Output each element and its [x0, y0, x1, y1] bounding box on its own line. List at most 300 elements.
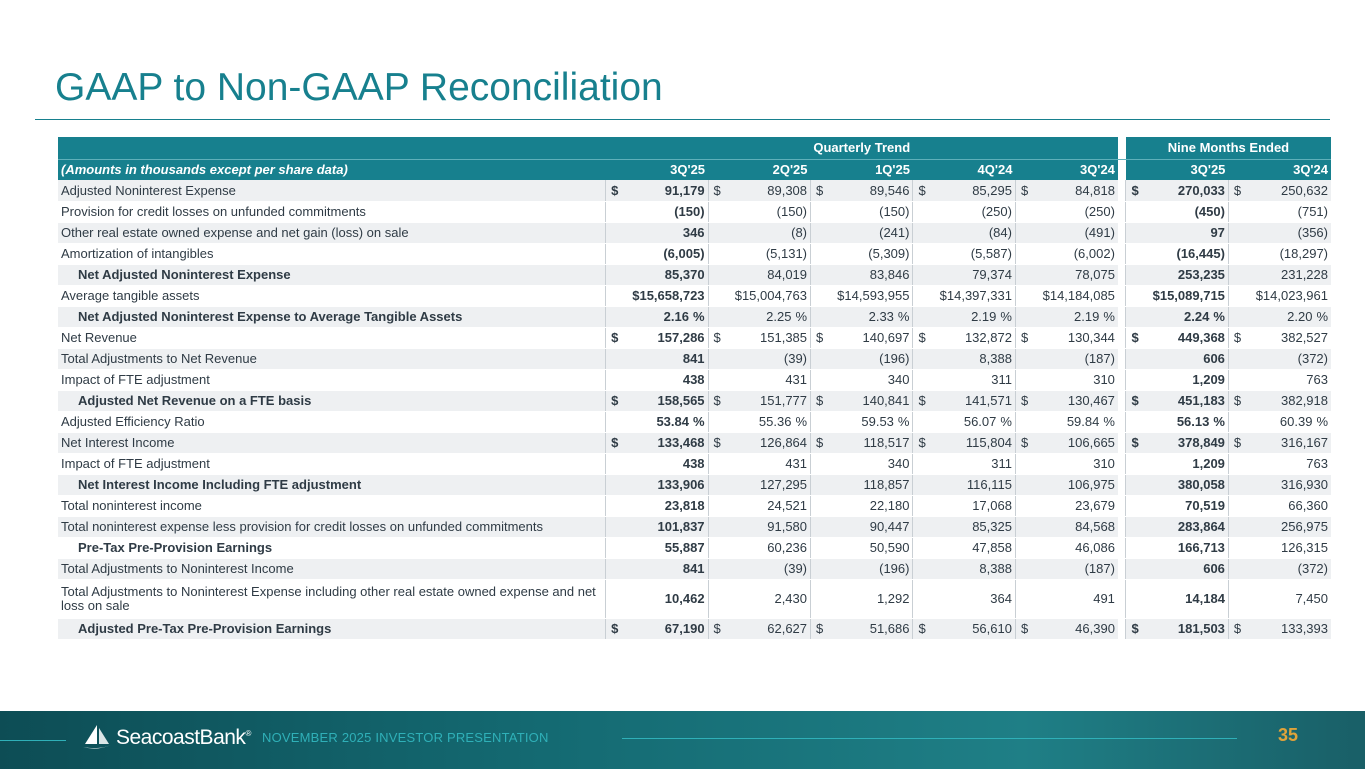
cell-value — [1015, 285, 1117, 306]
cell-value — [1126, 285, 1228, 306]
value-text: (751) — [1297, 204, 1328, 219]
cell-value — [1228, 390, 1331, 411]
value-text: 15,004,763 — [741, 288, 808, 303]
value-text: (196) — [879, 351, 910, 366]
currency-symbol: $ — [611, 435, 619, 450]
row-label: Adjusted Pre-Tax Pre-Provision Earnings — [58, 618, 606, 639]
value-text: (84) — [988, 225, 1012, 240]
page-title: GAAP to Non-GAAP Reconciliation — [55, 66, 663, 109]
cell-value — [708, 390, 810, 411]
currency-symbol: $ — [939, 288, 947, 303]
value-text: 23,818 — [664, 498, 705, 513]
cell-value — [913, 618, 1015, 639]
currency-symbol: $ — [1233, 330, 1242, 345]
cell-value — [606, 285, 708, 306]
currency-symbol: $ — [816, 330, 824, 345]
table-row — [58, 348, 1331, 369]
value-text: (5,309) — [868, 246, 910, 261]
value-text: 763 — [1306, 372, 1328, 387]
cell-value — [708, 474, 810, 495]
value-text: 130,344 — [1067, 330, 1115, 345]
value-text: (450) — [1194, 204, 1225, 219]
currency-symbol: $ — [1020, 393, 1029, 408]
cell-value — [1126, 495, 1228, 516]
value-text: (16,445) — [1176, 246, 1225, 261]
cell-value — [1015, 411, 1117, 432]
cell-value — [811, 618, 913, 639]
value-text: 115,804 — [965, 435, 1012, 450]
value-text: 382,918 — [1281, 393, 1328, 408]
cell-value — [606, 579, 708, 618]
value-text: (187) — [1084, 561, 1115, 576]
cell-value — [913, 558, 1015, 579]
table-row — [58, 285, 1331, 306]
value-text: 17,068 — [972, 498, 1012, 513]
amounts-note-header: (Amounts in thousands except per share data) — [58, 159, 606, 180]
value-text: 46,390 — [1075, 621, 1115, 636]
value-text: 140,841 — [862, 393, 910, 408]
cell-value — [1126, 369, 1228, 390]
value-text: (6,002) — [1073, 246, 1115, 261]
cell-value — [913, 264, 1015, 285]
cell-value — [1126, 537, 1228, 558]
value-text: 126,315 — [1281, 540, 1328, 555]
column-header: 4Q'24 — [913, 159, 1015, 180]
column-header: 3Q'24 — [1228, 159, 1331, 180]
cell-value — [708, 579, 810, 618]
value-text: 130,467 — [1067, 393, 1115, 408]
cell-value — [811, 264, 913, 285]
cell-value — [606, 327, 708, 348]
cell-value — [811, 201, 913, 222]
cell-value — [1126, 411, 1228, 432]
value-text: 316,167 — [1281, 435, 1328, 450]
cell-value — [811, 411, 913, 432]
cell-value — [1126, 348, 1228, 369]
cell-value — [708, 222, 810, 243]
cell-value — [606, 411, 708, 432]
value-text: 56.13 — [1176, 414, 1210, 429]
cell-value — [913, 432, 1015, 453]
cell-value — [606, 432, 708, 453]
row-label: Impact of FTE adjustment — [58, 453, 606, 474]
cell-value — [1126, 306, 1228, 327]
value-text: 106,975 — [1067, 477, 1115, 492]
value-text: 310 — [1093, 456, 1115, 471]
cell-value — [1015, 243, 1117, 264]
cell-value — [913, 327, 1015, 348]
cell-value — [811, 285, 913, 306]
value-text: 2.33 — [868, 309, 894, 324]
row-label: Adjusted Noninterest Expense — [58, 180, 606, 201]
cell-value — [1228, 243, 1331, 264]
value-text: (5,587) — [970, 246, 1012, 261]
table-row — [58, 180, 1331, 201]
value-text: 23,679 — [1075, 498, 1115, 513]
cell-value — [708, 327, 810, 348]
cell-value — [606, 558, 708, 579]
value-text: 250,632 — [1281, 182, 1328, 198]
value-text: 84,019 — [767, 267, 808, 282]
value-text: 51,686 — [869, 621, 910, 636]
table-row — [58, 516, 1331, 537]
currency-symbol: $ — [1020, 330, 1029, 345]
value-text: 60,236 — [767, 540, 808, 555]
currency-symbol: $ — [816, 182, 824, 198]
value-text: (18,297) — [1279, 246, 1328, 261]
currency-symbol: $ — [611, 182, 619, 198]
cell-value — [1126, 222, 1228, 243]
table-row — [58, 264, 1331, 285]
cell-value — [1228, 348, 1331, 369]
cell-value — [1126, 579, 1228, 618]
cell-value — [1228, 180, 1331, 201]
presentation-caption: NOVEMBER 2025 INVESTOR PRESENTATION — [262, 730, 549, 745]
value-text: 231,228 — [1281, 267, 1328, 282]
value-text: 606 — [1203, 561, 1225, 576]
currency-symbol: $ — [816, 393, 824, 408]
cell-value — [1228, 432, 1331, 453]
table-row — [58, 558, 1331, 579]
currency-symbol: $ — [918, 182, 926, 198]
seacoast-logo — [82, 723, 251, 753]
value-text: 256,975 — [1281, 519, 1328, 534]
cell-value — [708, 264, 810, 285]
value-text: 24,521 — [767, 498, 808, 513]
cell-value — [1015, 453, 1117, 474]
cell-value — [708, 348, 810, 369]
cell-value — [606, 264, 708, 285]
cell-value — [708, 180, 810, 201]
value-text: 2.19 — [1074, 309, 1100, 324]
value-text: 78,075 — [1075, 267, 1115, 282]
cell-value — [1126, 558, 1228, 579]
value-text: 14,397,331 — [946, 288, 1012, 303]
cell-value — [606, 453, 708, 474]
row-label: Net Interest Income Including FTE adjustment — [58, 474, 606, 495]
row-label: Total Adjustments to Noninterest Expense including other real estate owned expense and net loss on sale — [58, 579, 606, 618]
value-text: 106,665 — [1067, 435, 1115, 450]
row-label: Net Adjusted Noninterest Expense — [58, 264, 606, 285]
value-text: (250) — [981, 204, 1012, 219]
row-label: Total noninterest expense less provision for credit losses on unfunded commitments — [58, 516, 606, 537]
cell-value — [913, 369, 1015, 390]
value-text: 157,286 — [657, 330, 705, 345]
value-text: (250) — [1084, 204, 1115, 219]
cell-value — [1228, 453, 1331, 474]
cell-value — [708, 411, 810, 432]
value-text: (5,131) — [765, 246, 808, 261]
cell-value — [708, 432, 810, 453]
column-header: 3Q'25 — [606, 159, 708, 180]
value-text: 133,468 — [657, 435, 705, 450]
row-label: Adjusted Efficiency Ratio — [58, 411, 606, 432]
value-text: 449,368 — [1177, 330, 1225, 345]
cell-value — [606, 243, 708, 264]
cell-value — [913, 579, 1015, 618]
value-text: 14,184 — [1185, 590, 1225, 606]
cell-value — [1015, 495, 1117, 516]
cell-value — [1015, 264, 1117, 285]
value-text: 431 — [785, 456, 808, 471]
cell-value — [1015, 537, 1117, 558]
value-text: 270,033 — [1177, 182, 1225, 198]
currency-symbol: $ — [1233, 393, 1242, 408]
value-text: 253,235 — [1177, 267, 1225, 282]
row-label: Net Revenue — [58, 327, 606, 348]
value-text: (150) — [776, 204, 808, 219]
value-text: 14,184,085 — [1049, 288, 1115, 303]
currency-symbol: $ — [611, 393, 619, 408]
currency-symbol: $ — [632, 288, 640, 303]
table-row — [58, 411, 1331, 432]
value-text: (356) — [1297, 225, 1328, 240]
value-text: 118,517 — [863, 435, 910, 450]
value-text: 311 — [991, 456, 1012, 471]
cell-value — [606, 495, 708, 516]
cell-value — [1126, 474, 1228, 495]
value-text: 283,864 — [1177, 519, 1225, 534]
percent-symbol: % — [1316, 309, 1328, 324]
percent-symbol: % — [795, 414, 808, 429]
value-text: 1,209 — [1192, 456, 1225, 471]
value-text: 89,546 — [869, 182, 910, 198]
currency-symbol: $ — [918, 393, 926, 408]
value-text: 55.36 — [758, 414, 792, 429]
cell-value — [811, 369, 913, 390]
cell-value — [1015, 201, 1117, 222]
cell-value — [1126, 327, 1228, 348]
currency-symbol: $ — [918, 621, 926, 636]
value-text: 2.16 — [663, 309, 689, 324]
cell-value — [1126, 453, 1228, 474]
percent-symbol: % — [1000, 309, 1012, 324]
currency-symbol: $ — [611, 621, 619, 636]
value-text: 56.07 — [963, 414, 997, 429]
value-text: 53.84 — [656, 414, 689, 429]
cell-value — [1228, 558, 1331, 579]
value-text: 84,568 — [1075, 519, 1115, 534]
table-row — [58, 222, 1331, 243]
column-header: 1Q'25 — [811, 159, 913, 180]
row-label: Total Adjustments to Noninterest Income — [58, 558, 606, 579]
cell-value — [811, 558, 913, 579]
currency-symbol: $ — [816, 435, 824, 450]
cell-value — [606, 369, 708, 390]
cell-value — [1015, 306, 1117, 327]
cell-value — [1228, 201, 1331, 222]
percent-symbol: % — [795, 309, 808, 324]
cell-value — [913, 222, 1015, 243]
column-header: 2Q'25 — [708, 159, 810, 180]
value-text: 141,571 — [964, 393, 1012, 408]
table-row — [58, 306, 1331, 327]
value-text: (150) — [674, 204, 705, 219]
cell-value — [1015, 390, 1117, 411]
cell-value — [606, 474, 708, 495]
cell-value — [1228, 306, 1331, 327]
value-text: 60.39 — [1279, 414, 1313, 429]
cell-value — [708, 285, 810, 306]
cell-value — [913, 180, 1015, 201]
value-text: 382,527 — [1281, 330, 1328, 345]
value-text: 91,580 — [767, 519, 808, 534]
cell-value — [606, 306, 708, 327]
value-text: 841 — [682, 561, 705, 576]
value-text: 7,450 — [1295, 590, 1328, 606]
percent-symbol: % — [897, 309, 910, 324]
value-text: (6,005) — [663, 246, 705, 261]
footer-rule-left — [0, 740, 66, 741]
value-text: 97 — [1210, 225, 1225, 240]
cell-value — [1015, 579, 1117, 618]
value-text: 10,462 — [664, 590, 705, 606]
value-text: 1,209 — [1192, 372, 1225, 387]
cell-value — [606, 516, 708, 537]
cell-value — [811, 222, 913, 243]
value-text: (372) — [1297, 351, 1328, 366]
value-text: (491) — [1084, 225, 1115, 240]
value-text: 47,858 — [972, 540, 1012, 555]
currency-symbol: $ — [816, 621, 824, 636]
value-text: 606 — [1203, 351, 1225, 366]
value-text: (372) — [1297, 561, 1328, 576]
cell-value — [811, 474, 913, 495]
quarterly-trend-header: Quarterly Trend — [606, 137, 1118, 159]
table-row — [58, 369, 1331, 390]
value-text: 316,930 — [1281, 477, 1328, 492]
value-text: 85,370 — [664, 267, 705, 282]
value-text: 2.19 — [971, 309, 997, 324]
value-text: (187) — [1084, 351, 1115, 366]
value-text: 151,777 — [760, 393, 808, 408]
row-label: Other real estate owned expense and net gain (loss) on sale — [58, 222, 606, 243]
value-text: 83,846 — [869, 267, 910, 282]
value-text: 380,058 — [1177, 477, 1225, 492]
cell-value — [1228, 411, 1331, 432]
value-text: 2,430 — [774, 590, 808, 606]
cell-value — [1228, 516, 1331, 537]
cell-value — [1015, 348, 1117, 369]
table-row — [58, 390, 1331, 411]
cell-value — [1228, 474, 1331, 495]
value-text: 132,872 — [964, 330, 1012, 345]
cell-value — [708, 516, 810, 537]
value-text: 85,325 — [972, 519, 1012, 534]
currency-symbol: $ — [1131, 393, 1139, 408]
value-text: 8,388 — [979, 561, 1012, 576]
cell-value — [1015, 180, 1117, 201]
value-text: 438 — [682, 372, 705, 387]
table-row — [58, 618, 1331, 639]
cell-value — [1015, 327, 1117, 348]
value-text: 763 — [1306, 456, 1328, 471]
percent-symbol: % — [1213, 309, 1225, 324]
cell-value — [811, 390, 913, 411]
currency-symbol: $ — [734, 288, 742, 303]
cell-value — [1126, 243, 1228, 264]
value-text: 91,179 — [664, 182, 705, 198]
percent-symbol: % — [1316, 414, 1328, 429]
cell-value — [708, 618, 810, 639]
value-text: 133,906 — [657, 477, 705, 492]
reconciliation-table — [58, 137, 1331, 640]
value-text: 67,190 — [664, 621, 705, 636]
value-text: 118,857 — [863, 477, 910, 492]
value-text: 14,023,961 — [1262, 288, 1328, 303]
cell-value — [1015, 474, 1117, 495]
row-label: Adjusted Net Revenue on a FTE basis — [58, 390, 606, 411]
currency-symbol: $ — [713, 330, 721, 345]
currency-symbol: $ — [1020, 182, 1029, 198]
cell-value — [606, 222, 708, 243]
cell-value — [913, 243, 1015, 264]
cell-value — [1126, 264, 1228, 285]
cell-value — [1228, 537, 1331, 558]
cell-value — [1228, 495, 1331, 516]
currency-symbol: $ — [1042, 288, 1050, 303]
value-text: 158,565 — [657, 393, 705, 408]
cell-value — [606, 201, 708, 222]
value-text: 79,374 — [972, 267, 1012, 282]
cell-value — [606, 180, 708, 201]
row-label: Total noninterest income — [58, 495, 606, 516]
value-text: 70,519 — [1185, 498, 1225, 513]
value-text: 84,818 — [1075, 182, 1115, 198]
column-header: 3Q'25 — [1126, 159, 1228, 180]
value-text: 181,503 — [1177, 621, 1225, 636]
cell-value — [1015, 222, 1117, 243]
cell-value — [708, 558, 810, 579]
currency-symbol: $ — [1131, 182, 1139, 198]
value-text: (39) — [783, 351, 808, 366]
value-text: 310 — [1093, 372, 1115, 387]
value-text: 378,849 — [1177, 435, 1225, 450]
value-text: 62,627 — [767, 621, 808, 636]
value-text: 59.53 — [861, 414, 894, 429]
value-text: 841 — [682, 351, 705, 366]
value-text: 438 — [682, 456, 705, 471]
cell-value — [1228, 579, 1331, 618]
row-label: Impact of FTE adjustment — [58, 369, 606, 390]
cell-value — [811, 537, 913, 558]
currency-symbol: $ — [837, 288, 845, 303]
table-row — [58, 432, 1331, 453]
cell-value — [913, 201, 1015, 222]
cell-value — [811, 432, 913, 453]
value-text: 166,713 — [1177, 540, 1225, 555]
value-text: 22,180 — [869, 498, 910, 513]
currency-symbol: $ — [713, 393, 721, 408]
table-row — [58, 327, 1331, 348]
cell-value — [913, 453, 1015, 474]
value-text: 15,658,723 — [639, 288, 705, 303]
table-row — [58, 453, 1331, 474]
cell-value — [811, 327, 913, 348]
cell-value — [913, 285, 1015, 306]
cell-value — [811, 495, 913, 516]
currency-symbol: $ — [713, 435, 721, 450]
currency-symbol: $ — [1233, 621, 1242, 636]
table-body — [58, 180, 1331, 639]
value-text: 15,089,715 — [1159, 288, 1225, 303]
currency-symbol: $ — [1131, 435, 1139, 450]
cell-value — [811, 243, 913, 264]
column-header: 3Q'24 — [1015, 159, 1117, 180]
currency-symbol: $ — [611, 330, 619, 345]
value-text: 66,360 — [1288, 498, 1328, 513]
cell-value — [811, 180, 913, 201]
